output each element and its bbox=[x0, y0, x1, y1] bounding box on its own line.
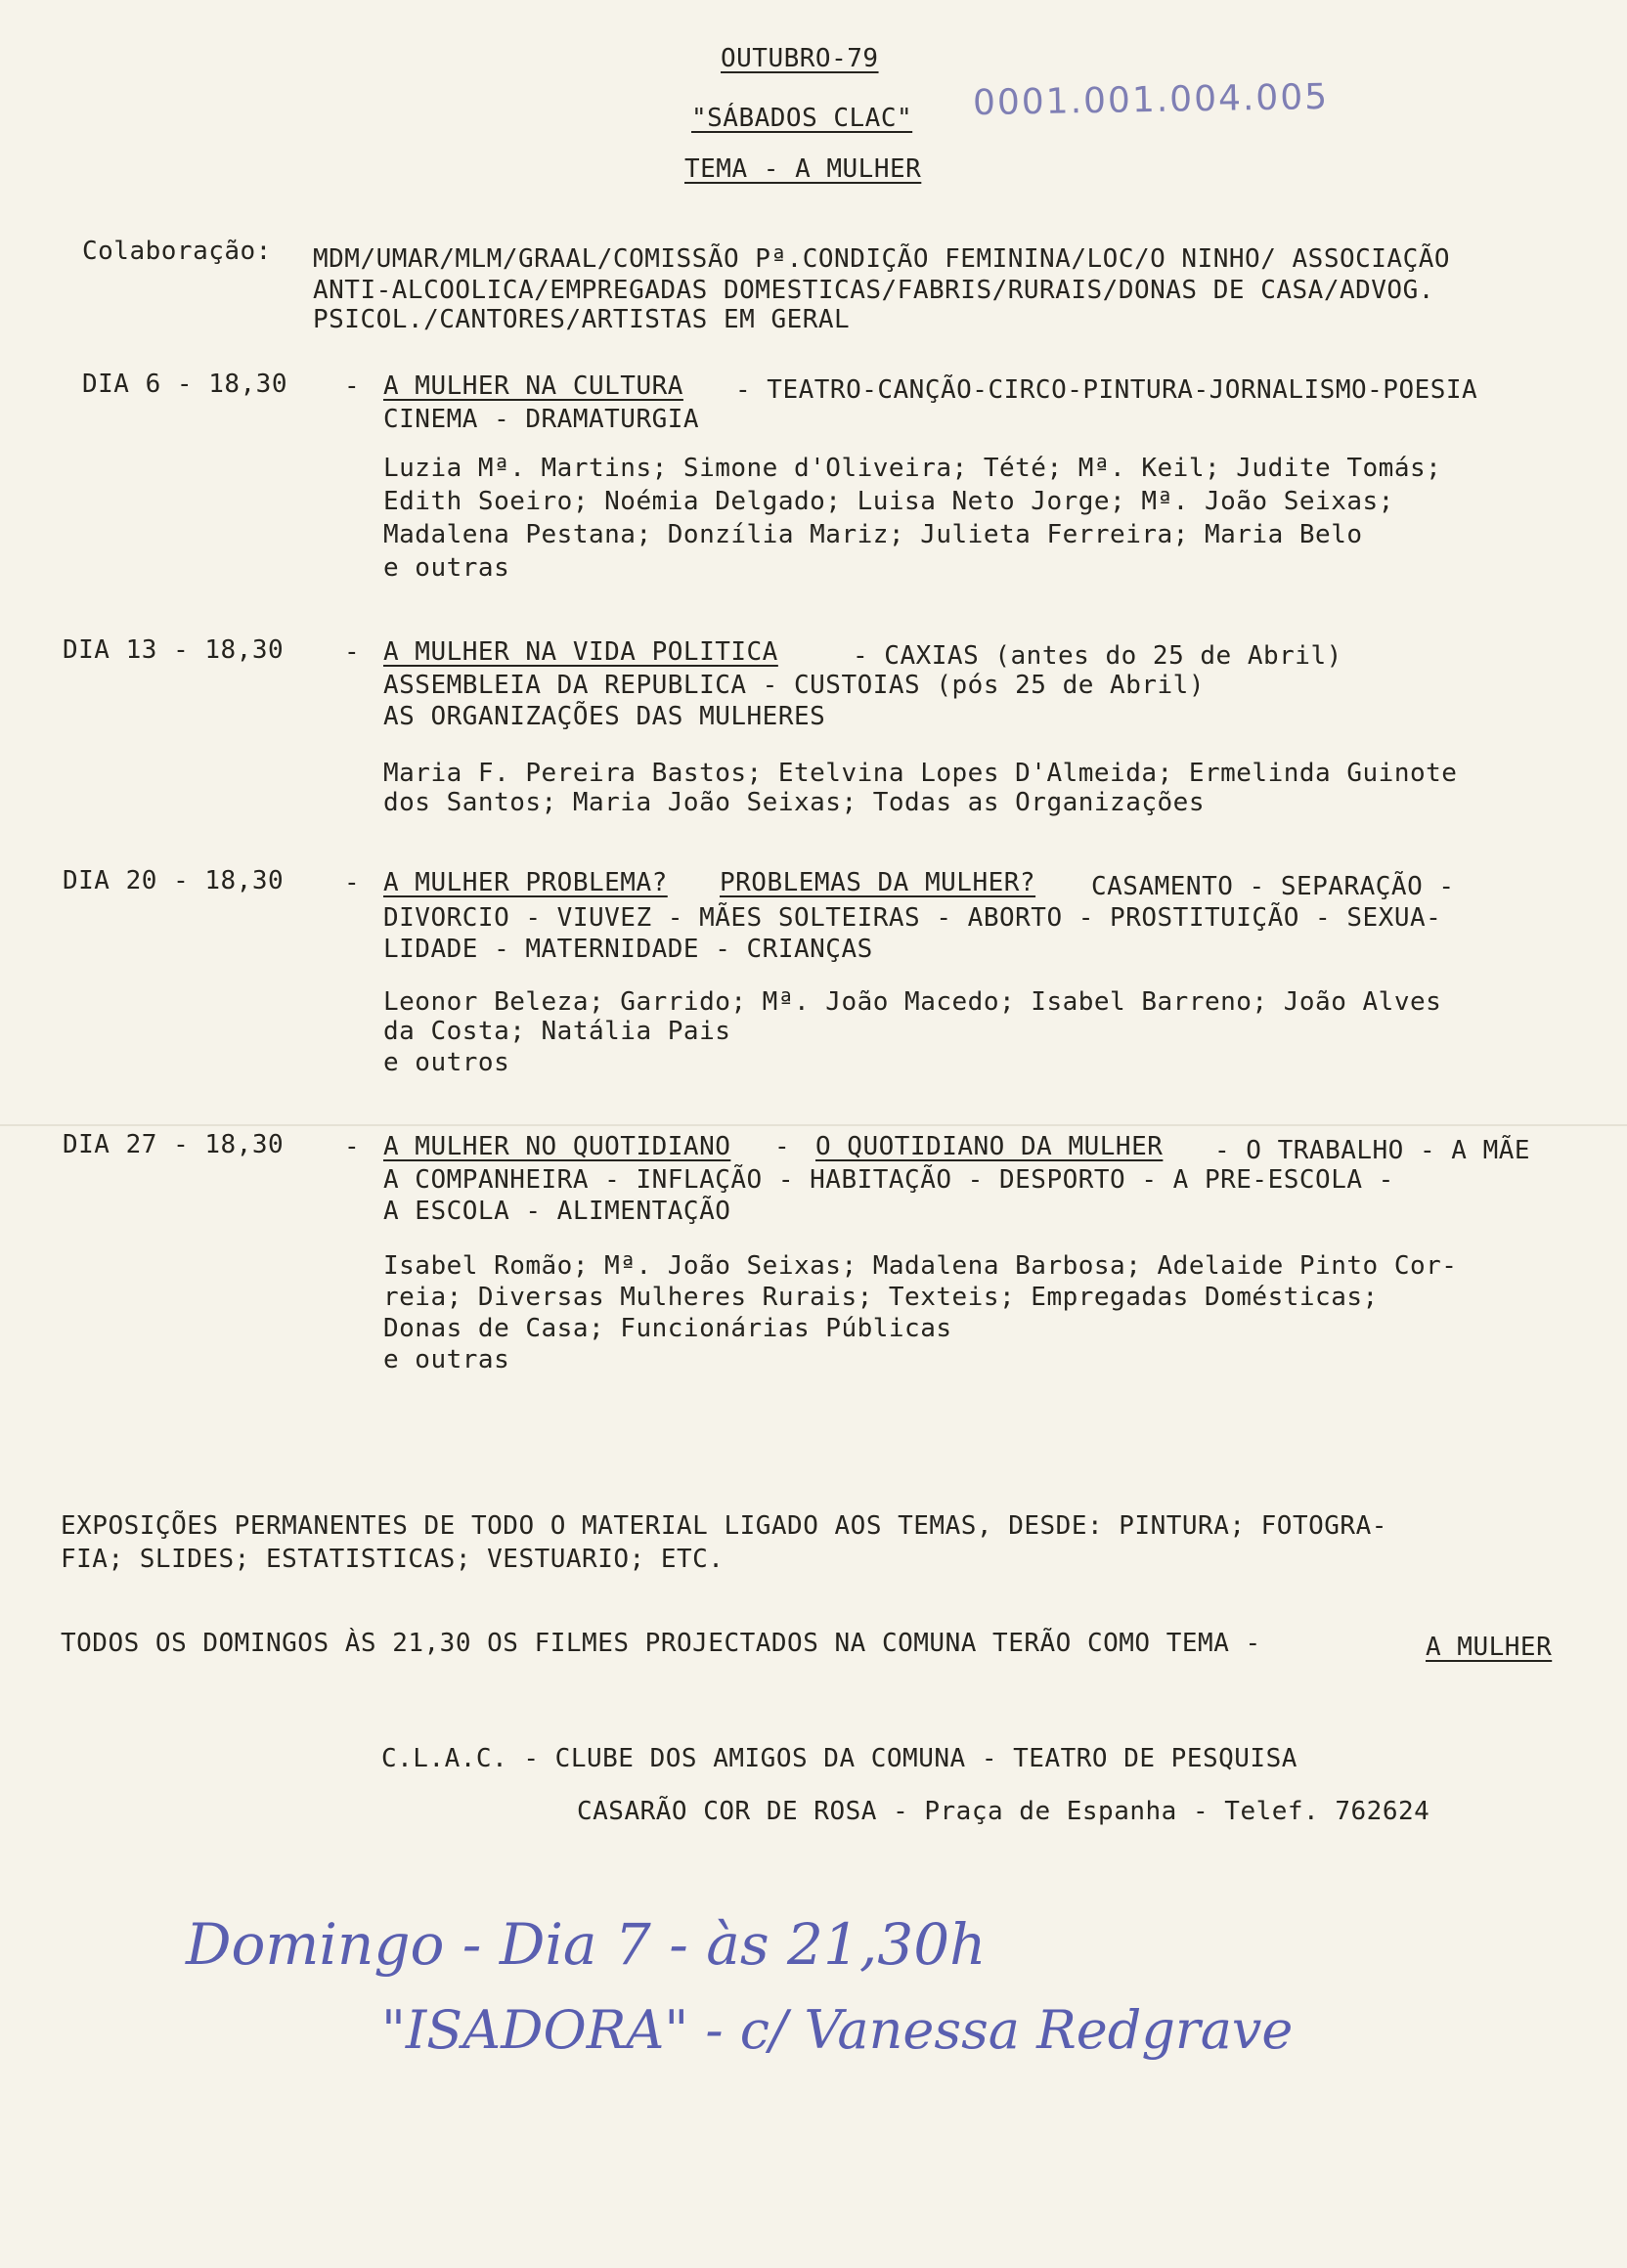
dash: - bbox=[774, 1132, 791, 1161]
session-participants: Edith Soeiro; Noémia Delgado; Luisa Neto Jorge; Mª. João Seixas; bbox=[383, 487, 1394, 516]
session-participants: Madalena Pestana; Donzília Mariz; Julieta Ferreira; Maria Belo bbox=[383, 520, 1363, 549]
collaboration-line: PSICOL./CANTORES/ARTISTAS EM GERAL bbox=[313, 305, 851, 334]
session-topic: AS ORGANIZAÇÕES DAS MULHERES bbox=[383, 702, 826, 731]
session-date: DIA 13 - 18,30 bbox=[63, 635, 285, 665]
session-participants: e outras bbox=[383, 553, 510, 583]
session-participants: da Costa; Natália Pais bbox=[383, 1017, 731, 1046]
session-topic: LIDADE - MATERNIDADE - CRIANÇAS bbox=[383, 935, 873, 964]
session-participants: e outros bbox=[383, 1048, 510, 1077]
archive-code: 0001.001.004.005 bbox=[972, 76, 1330, 124]
series-title: "SÁBADOS CLAC" bbox=[691, 104, 913, 133]
dash: - bbox=[344, 1132, 361, 1161]
dash: - bbox=[344, 868, 361, 897]
session-participants: Donas de Casa; Funcionárias Públicas bbox=[383, 1314, 952, 1343]
session-topic: - O TRABALHO - A MÃE bbox=[1214, 1136, 1531, 1165]
sundays-theme: A MULHER bbox=[1426, 1633, 1553, 1662]
session-topic-title: A MULHER NA CULTURA bbox=[383, 371, 683, 401]
session-participants: Maria F. Pereira Bastos; Etelvina Lopes D'Almeida; Ermelinda Guinote bbox=[383, 759, 1458, 788]
collaboration-label: Colaboração: bbox=[82, 237, 272, 266]
session-date: DIA 6 - 18,30 bbox=[82, 370, 287, 399]
session-topic: - TEATRO-CANÇÃO-CIRCO-PINTURA-JORNALISMO-POESIA bbox=[735, 375, 1478, 405]
footer-line: CASARÃO COR DE ROSA - Praça de Espanha - Telef. 762624 bbox=[577, 1797, 1430, 1826]
session-date: DIA 27 - 18,30 bbox=[63, 1130, 285, 1159]
session-participants: Leonor Beleza; Garrido; Mª. João Macedo; Isabel Barreno; João Alves bbox=[383, 987, 1442, 1017]
collaboration-line: MDM/UMAR/MLM/GRAAL/COMISSÃO Pª.CONDIÇÃO FEMININA/LOC/O NINHO/ ASSOCIAÇÃO bbox=[313, 244, 1451, 274]
session-topic-title: A MULHER PROBLEMA? bbox=[383, 868, 668, 897]
footer-line: C.L.A.C. - CLUBE DOS AMIGOS DA COMUNA - TEATRO DE PESQUISA bbox=[381, 1744, 1297, 1773]
collaboration-line: ANTI-ALCOOLICA/EMPREGADAS DOMESTICAS/FABRIS/RURAIS/DONAS DE CASA/ADVOG. bbox=[313, 276, 1434, 305]
session-participants: e outras bbox=[383, 1345, 510, 1374]
sundays-text: TODOS OS DOMINGOS ÀS 21,30 OS FILMES PROJECTADOS NA COMUNA TERÃO COMO TEMA - bbox=[61, 1629, 1261, 1658]
session-topic: DIVORCIO - VIUVEZ - MÃES SOLTEIRAS - ABORTO - PROSTITUIÇÃO - SEXUA- bbox=[383, 903, 1442, 933]
session-topic: CASAMENTO - SEPARAÇÃO - bbox=[1091, 872, 1455, 901]
handwritten-note: Domingo - Dia 7 - às 21,30h bbox=[186, 1911, 987, 1978]
session-topic-title: PROBLEMAS DA MULHER? bbox=[720, 868, 1036, 897]
theme-title: TEMA - A MULHER bbox=[684, 154, 922, 184]
session-participants: Luzia Mª. Martins; Simone d'Oliveira; Tété; Mª. Keil; Judite Tomás; bbox=[383, 454, 1442, 483]
session-topic: A ESCOLA - ALIMENTAÇÃO bbox=[383, 1197, 731, 1226]
session-topic: - CAXIAS (antes do 25 de Abril) bbox=[853, 641, 1342, 671]
session-topic: ASSEMBLEIA DA REPUBLICA - CUSTOIAS (pós 25 de Abril) bbox=[383, 671, 1205, 700]
paper-fold bbox=[0, 1124, 1627, 1126]
session-topic-title: A MULHER NA VIDA POLITICA bbox=[383, 637, 778, 667]
session-topic: CINEMA - DRAMATURGIA bbox=[383, 405, 700, 434]
handwritten-note: "ISADORA" - c/ Vanessa Redgrave bbox=[381, 1999, 1294, 2061]
dash: - bbox=[344, 637, 361, 667]
session-date: DIA 20 - 18,30 bbox=[63, 866, 285, 895]
session-topic-title: A MULHER NO QUOTIDIANO bbox=[383, 1132, 731, 1161]
session-topic-title: O QUOTIDIANO DA MULHER bbox=[815, 1132, 1164, 1161]
session-participants: dos Santos; Maria João Seixas; Todas as Organizações bbox=[383, 788, 1205, 817]
session-participants: reia; Diversas Mulheres Rurais; Texteis; Empregadas Domésticas; bbox=[383, 1283, 1379, 1312]
exhibitions-text: EXPOSIÇÕES PERMANENTES DE TODO O MATERIAL LIGADO AOS TEMAS, DESDE: PINTURA; FOTOGRA- bbox=[61, 1511, 1387, 1541]
dash: - bbox=[344, 371, 361, 401]
session-topic: A COMPANHEIRA - INFLAÇÃO - HABITAÇÃO - DESPORTO - A PRE-ESCOLA - bbox=[383, 1165, 1394, 1195]
month-title: OUTUBRO-79 bbox=[721, 44, 879, 73]
session-participants: Isabel Romão; Mª. João Seixas; Madalena Barbosa; Adelaide Pinto Cor- bbox=[383, 1251, 1458, 1281]
exhibitions-text: FIA; SLIDES; ESTATISTICAS; VESTUARIO; ETC. bbox=[61, 1545, 725, 1574]
